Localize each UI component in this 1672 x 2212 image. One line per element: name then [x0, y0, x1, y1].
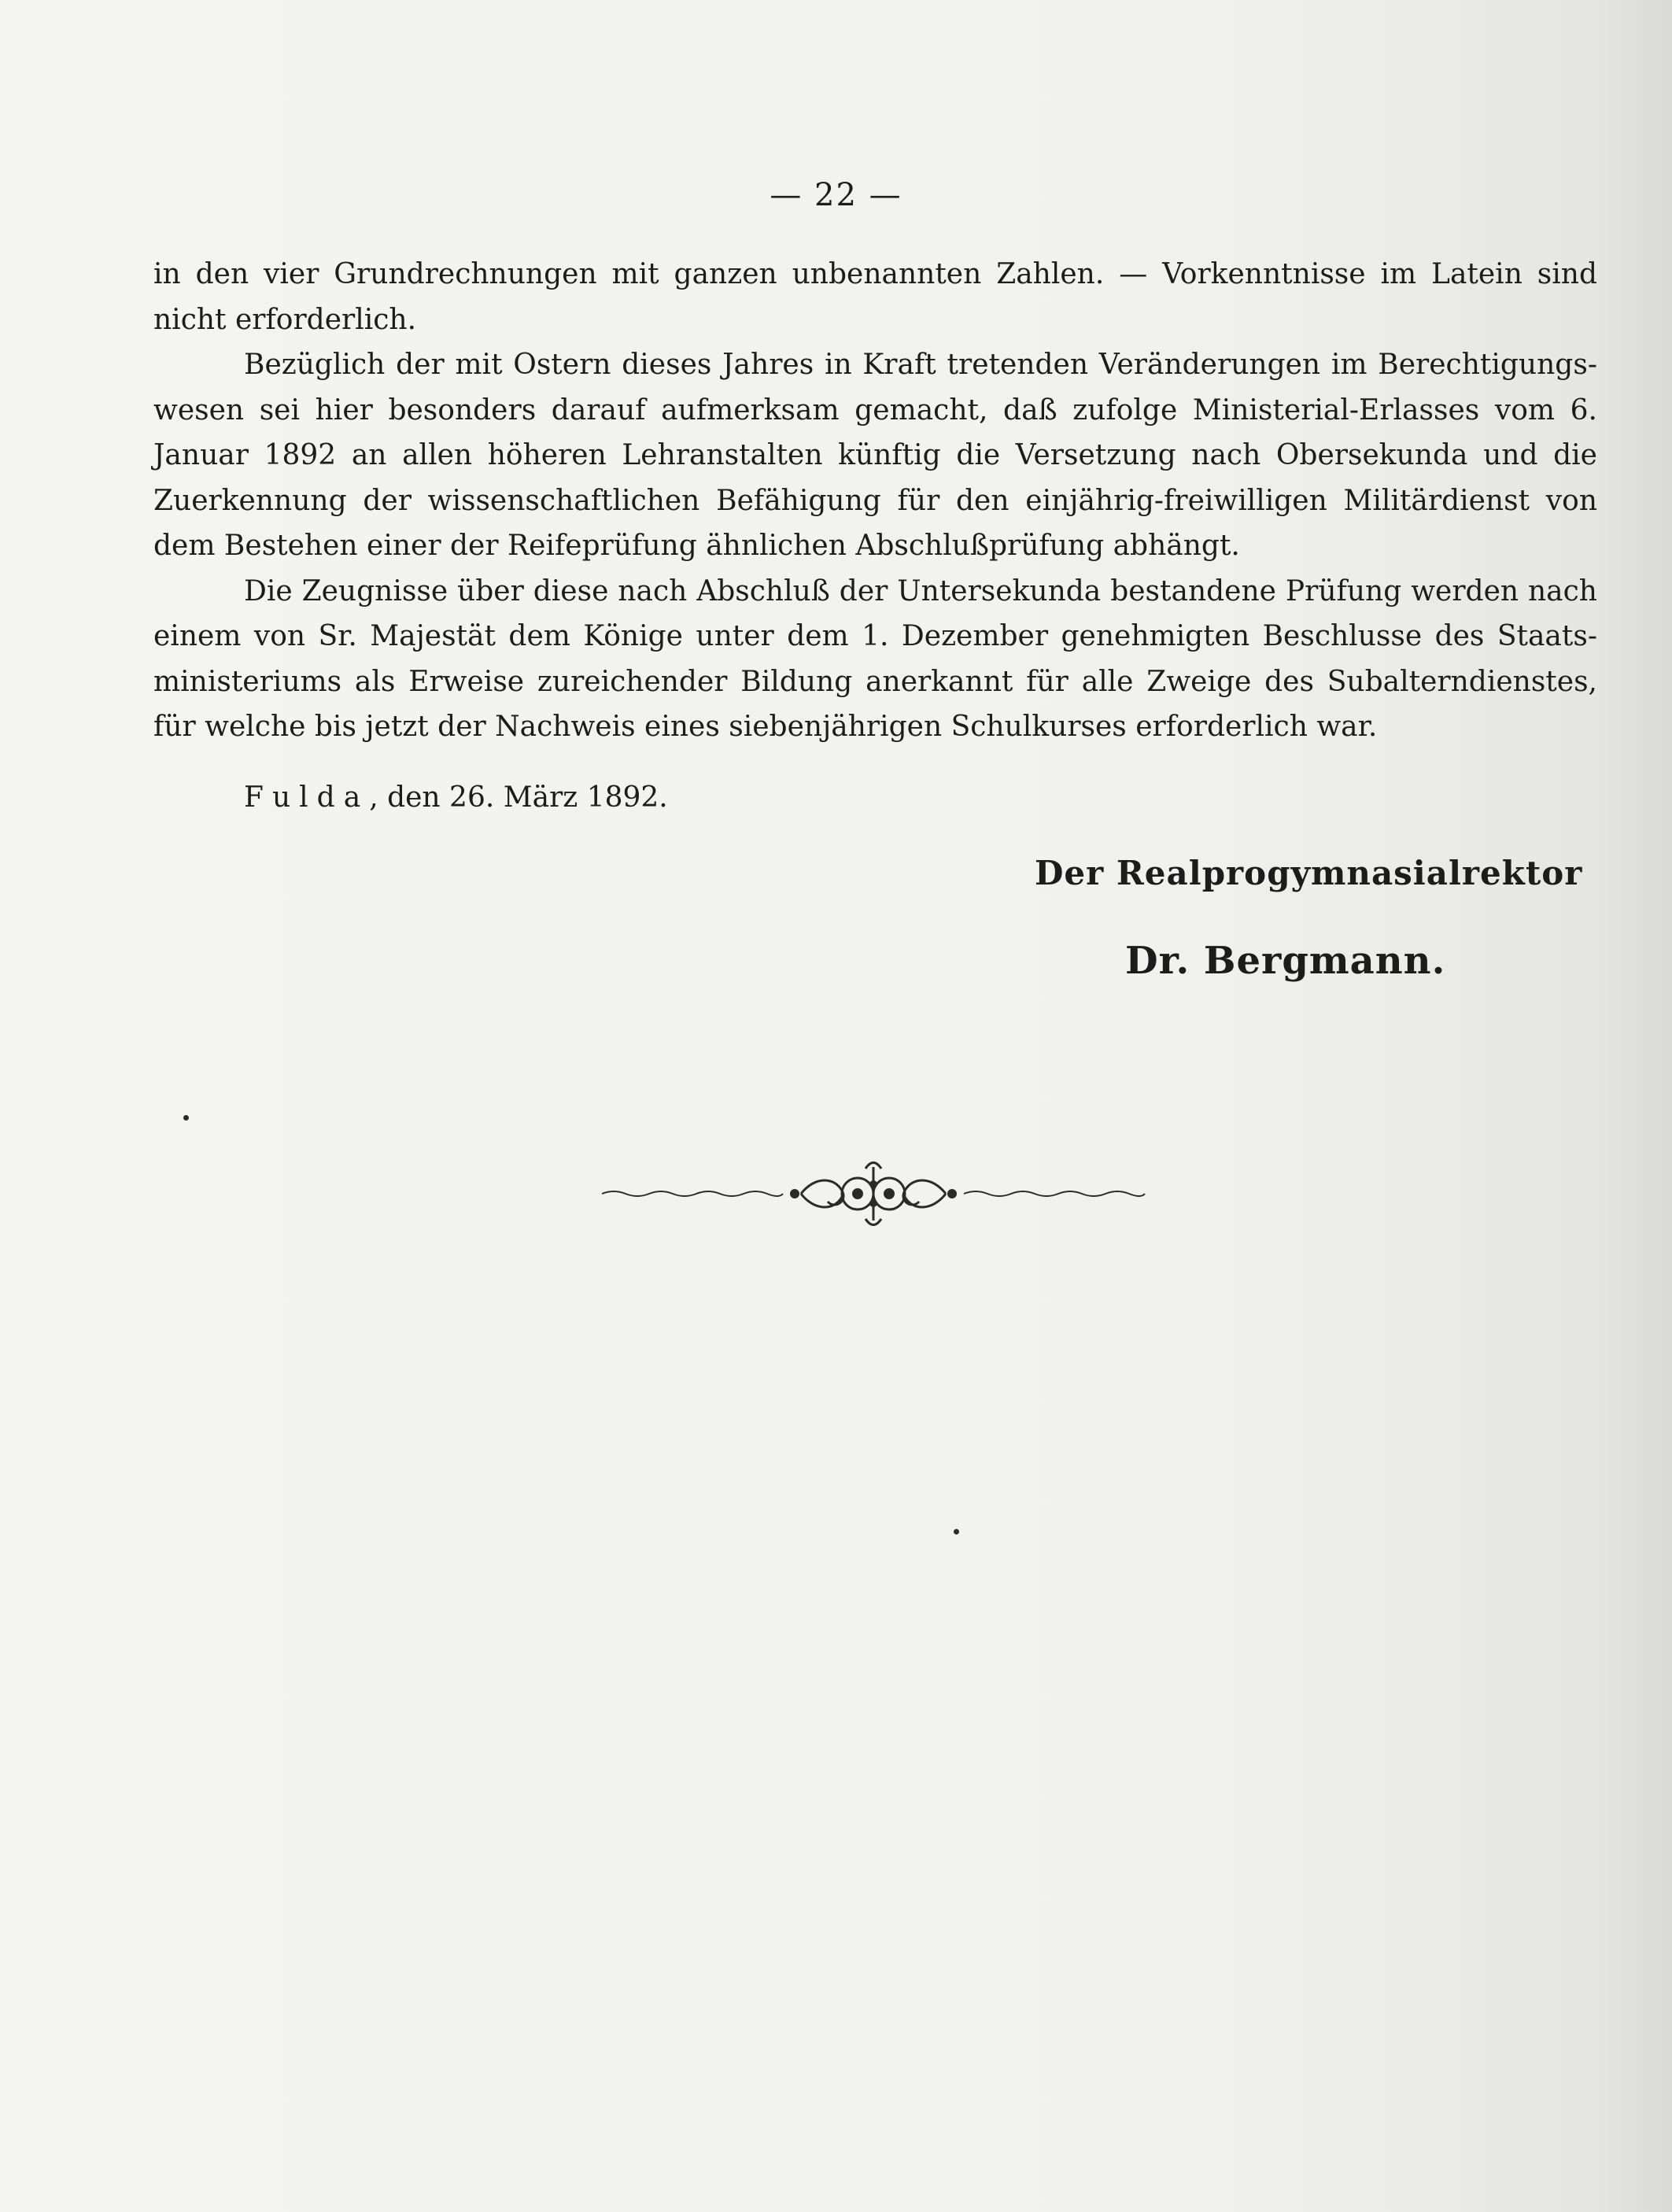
dateline: [244, 775, 668, 820]
page-number: — 22 —: [770, 177, 902, 213]
signature-name: Dr. Bergmann.: [1125, 939, 1446, 983]
paragraph-2: Bezüglich der mit Ostern dieses Jahres in Kraft tretenden Veränderungen im Berechtigungs-wesen sei hier besonders darauf aufmerksam gemacht, daß zufolge Ministerial-Erlasses vom 6. Januar 1892 an allen höheren Lehranstalten künftig die Versetzung nach Obersekunda und die Zuerkennung der wissenschaftlichen Befähigung für den einjährig-freiwilligen Militärdienst von dem Bestehen einer der Reifeprüfung ähnlichen Abschlußprüfung abhängt.: [153, 349, 1597, 562]
stray-dot-center: [954, 1529, 959, 1534]
dateline-date: , den 26. März 1892.: [369, 781, 668, 814]
dateline-place: Fulda: [244, 781, 370, 814]
stray-dot-left: [183, 1115, 189, 1121]
body-text: [153, 252, 1597, 750]
paragraph-1: in den vier Grundrechnungen mit ganzen unbenannten Zahlen. — Vorkenntnisse im Latein sind nicht erforderlich.: [153, 258, 1597, 336]
signature-title: Der Realprogymnasialrektor: [1035, 854, 1583, 892]
paragraph-3: Die Zeugnisse über diese nach Abschluß der Untersekunda bestandene Prüfung werden nach einem von Sr. Majestät dem Könige unter dem 1. Dezember genehmigten Beschlusse des Staats-ministeriums als Erweise zureichender Bildung anerkannt für alle Zweige des Subalterndienstes, für welche bis jetzt der Nachweis eines siebenjährigen Schulkurses erforderlich war.: [153, 574, 1597, 743]
ornament-divider-icon: [598, 1153, 1149, 1232]
